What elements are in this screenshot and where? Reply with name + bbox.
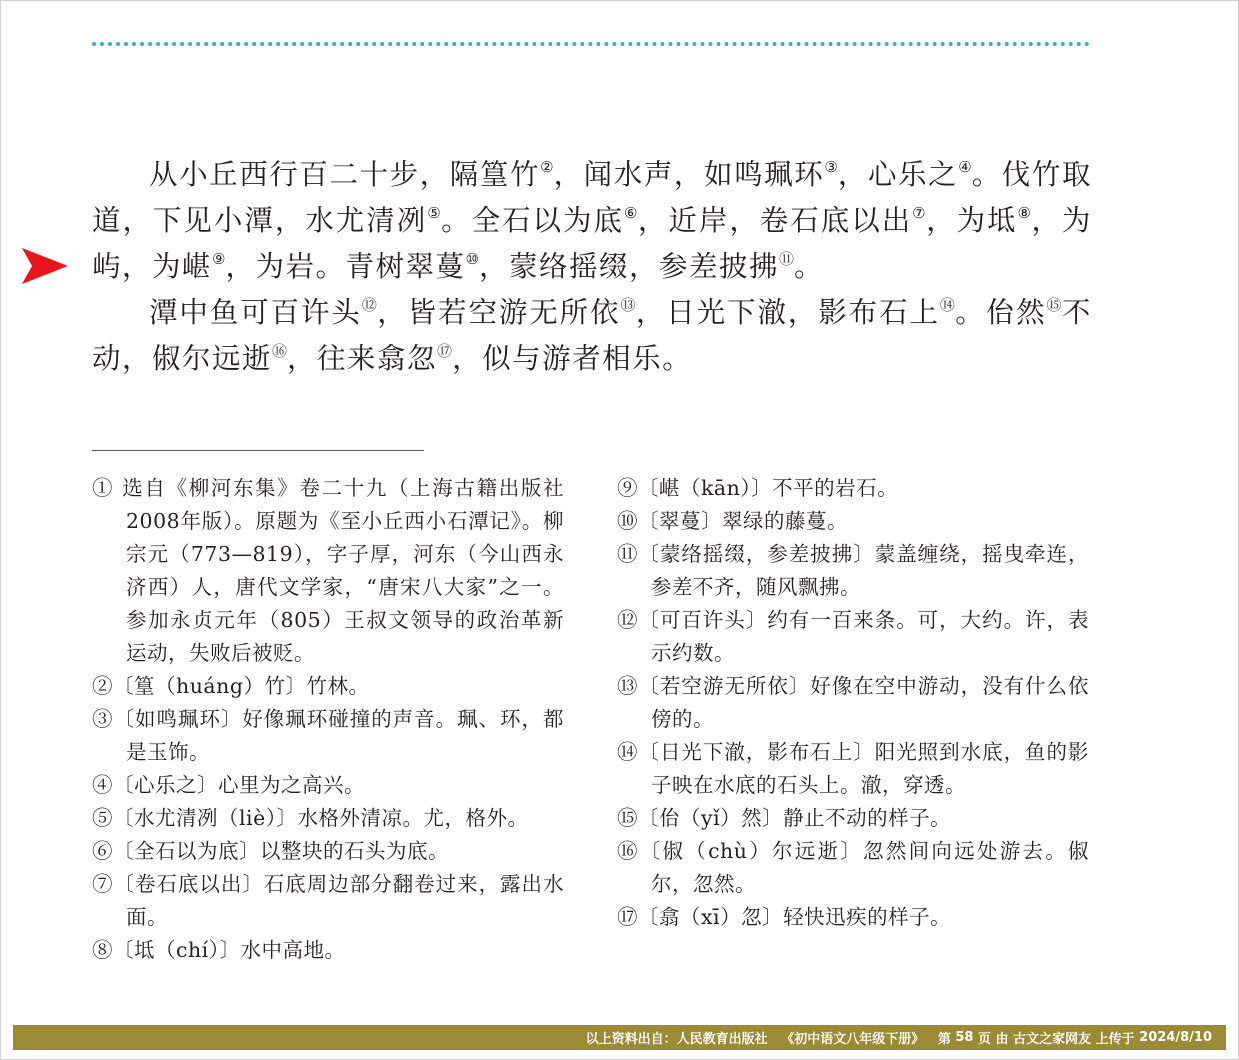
footnote-item: ⑧〔坻（chí）〕水中高地。 <box>92 938 346 962</box>
footnotes-left-column <box>92 472 564 967</box>
footnote-item: ②〔篁（huáng）竹〕竹林。 <box>92 674 370 698</box>
footnote-item: ⑯〔俶（chù）尔远逝〕忽然间向远处游去。俶尔，忽然。 <box>617 839 1089 896</box>
footnote-marker: ④ <box>958 158 972 176</box>
footnote-marker: ⑮ <box>1046 296 1062 314</box>
footnote-marker: ⑪ <box>778 250 794 268</box>
footer-page-suffix: 页 由 <box>978 1032 1009 1047</box>
footnote-marker: ⑭ <box>939 296 956 314</box>
footnote-item: ⑤〔水尤清冽（liè）〕水格外清凉。尤，格外。 <box>92 806 529 830</box>
arrow-notch <box>22 248 32 284</box>
footnotes-right-column <box>617 472 1089 934</box>
footnote-item: ⑰〔翕（xī）忽〕轻快迅疾的样子。 <box>617 905 952 929</box>
footnote-marker: ⑫ <box>361 296 378 314</box>
footer-publisher: 人民教育出版社 <box>676 1032 768 1047</box>
footnote-marker: ⑨ <box>212 250 226 268</box>
main-paragraph-1: 从小丘西行百二十步，隔篁竹②，闻水声，如鸣珮环③，心乐之④。伐竹取道，下见小潭，水尤清冽⑤。全石以为底⑥，近岸，卷石底以出⑦，为坻⑧，为屿，为嵁⑨，为岩。青树翠蔓⑩，蒙络摇缀，参差披拂⑪。 <box>92 158 1092 283</box>
footer-uploaded-label: 上传于 <box>1095 1032 1135 1047</box>
footnote-item: ① 选自《柳河东集》卷二十九（上海古籍出版社2008年版）。原题为《至小丘西小石潭记》。柳宗元（773—819），字子厚，河东（今山西永济西）人，唐代文学家，“唐宋八大家”之一。参加永贞元年（805）王叔文领导的政治革新运动，失败后被贬。 <box>92 476 564 665</box>
footnote-item: ⑩〔翠蔓〕翠绿的藤蔓。 <box>617 509 848 533</box>
footer-uploader: 古文之家网友 <box>1013 1032 1092 1047</box>
footnote-item: ⑥〔全石以为底〕以整块的石头为底。 <box>92 839 449 863</box>
footer-bar <box>13 1025 1226 1050</box>
footnote-item: ⑨〔嵁（kān）〕不平的岩石。 <box>617 476 899 500</box>
footnote-item: ⑬〔若空游无所依〕好像在空中游动，没有什么依傍的。 <box>617 674 1089 731</box>
footnote-item: ④〔心乐之〕心里为之高兴。 <box>92 773 365 797</box>
footer-page-prefix: 第 <box>937 1032 951 1047</box>
footnote-marker: ⑬ <box>620 296 636 314</box>
footnote-divider <box>92 450 424 451</box>
footer-page-number: 58 <box>955 1030 974 1045</box>
footnote-item: ⑮〔佁（yǐ）然〕静止不动的样子。 <box>617 806 952 830</box>
main-text <box>92 152 1092 382</box>
footer-source-label: 以上资料出自： <box>585 1032 677 1047</box>
footnote-marker: ⑧ <box>1017 204 1032 222</box>
footnote-marker: ② <box>540 158 554 176</box>
footnote-marker: ⑥ <box>623 204 638 222</box>
footnote-item: ⑫〔可百许头〕约有一百来条。可，大约。许，表示约数。 <box>617 608 1089 665</box>
dotted-divider <box>92 42 1090 46</box>
footnote-marker: ⑩ <box>465 250 479 268</box>
footnote-item: ⑪〔蒙络摇缀，参差披拂〕蒙盖缠绕，摇曳牵连，参差不齐，随风飘拂。 <box>617 542 1089 599</box>
footnote-marker: ③ <box>824 158 838 176</box>
footer-date: 2024/8/10 <box>1139 1030 1212 1045</box>
footnote-marker: ⑤ <box>427 204 442 222</box>
footnote-item: ③〔如鸣珮环〕好像珮环碰撞的声音。珮、环，都是玉饰。 <box>92 707 564 764</box>
footnote-marker: ⑰ <box>437 342 453 360</box>
footer-book-title: 《初中语文八年级下册》 <box>781 1032 925 1047</box>
footnote-item: ⑦〔卷石底以出〕石底周边部分翻卷过来，露出水面。 <box>92 872 564 929</box>
main-paragraph-2: 潭中鱼可百许头⑫，皆若空游无所依⑬，日光下澈，影布石上⑭。佁然⑮不动，俶尔远逝⑯，往来翕忽⑰，似与游者相乐。 <box>92 296 1092 375</box>
footnote-item: ⑭〔日光下澈，影布石上〕阳光照到水底，鱼的影子映在水底的石头上。澈，穿透。 <box>617 740 1089 797</box>
footnote-marker: ⑯ <box>272 342 288 360</box>
footnote-marker: ⑦ <box>912 204 927 222</box>
